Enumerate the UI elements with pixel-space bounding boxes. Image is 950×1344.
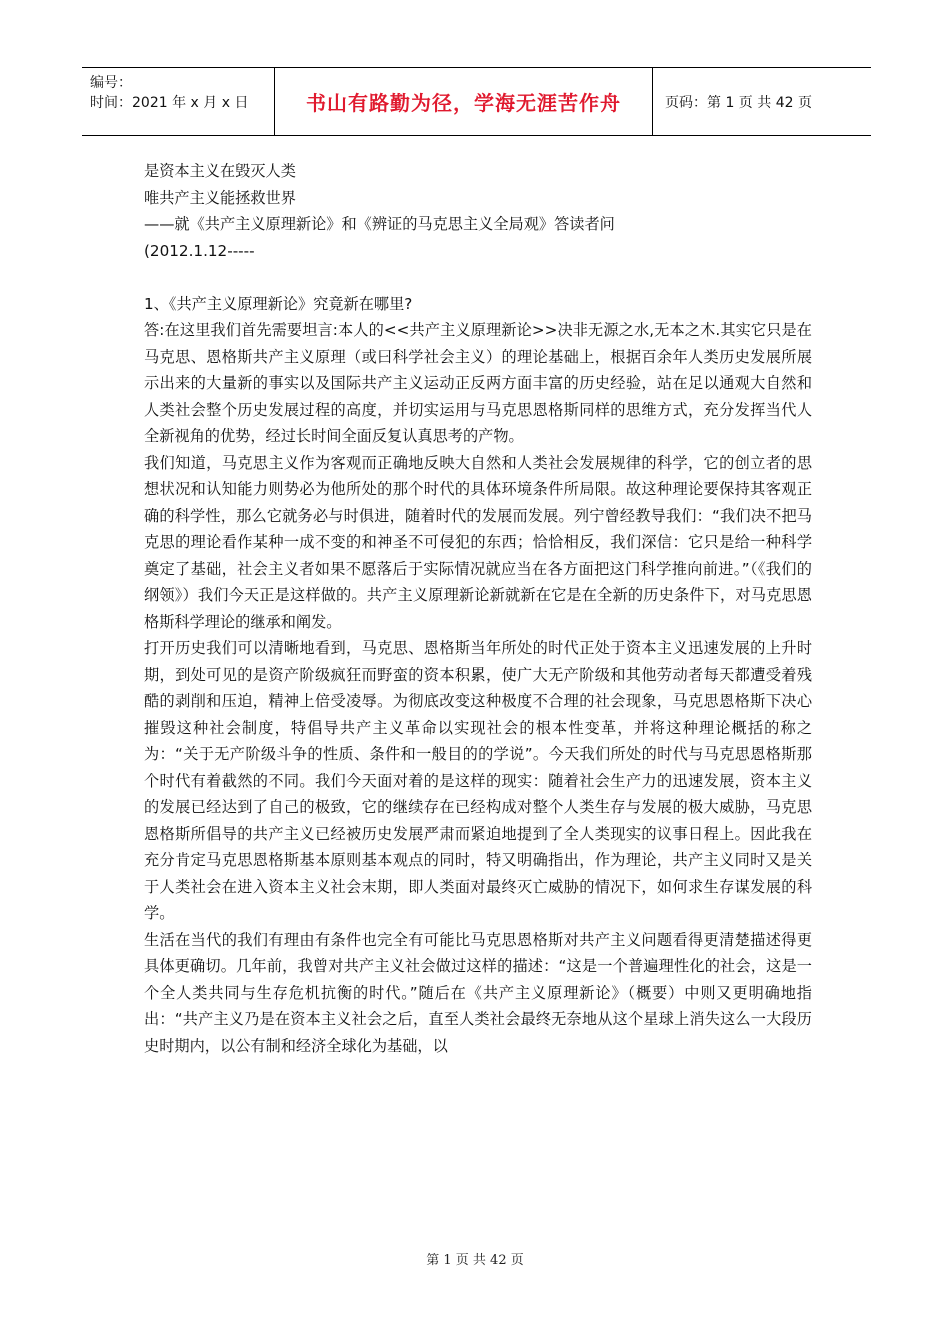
document-number-label: 编号： (90, 75, 132, 91)
document-header (82, 67, 871, 136)
header-motto: 书山有路勤为径，学海无涯苦作舟 (306, 91, 621, 115)
footer-page-number: 第 1 页 共 42 页 (426, 1253, 524, 1268)
document-date: 时间：2021 年 x 月 x 日 (90, 95, 249, 111)
spacer (144, 264, 812, 291)
document-body (144, 158, 812, 1059)
header-page-info: 页码：第 1 页 共 42 页 (665, 94, 812, 111)
body-paragraph: 生活在当代的我们有理由有条件也完全有可能比马克思恩格斯对共产主义问题看得更清楚描述得更具体更确切。几年前，我曾对共产主义社会做过这样的描述：“这是一个普遍理性化的社会，这是一个全人类共同与生存危机抗衡的时代。”随后在《共产主义原理新论》（概要）中则又更明确地指出：“共产主义乃是在资本主义社会之后，直至人类社会最终无奈地从这个星球上消失这么一大段历史时期内，以公有制和经济全球化为基础，以 (144, 930, 812, 1055)
header-motto-cell (275, 68, 653, 135)
header-meta (82, 68, 275, 135)
question-heading: 1、《共产主义原理新论》究竟新在哪里? (144, 294, 413, 313)
body-paragraph: 答:在这里我们首先需要坦言:本人的<<共产主义原理新论>>决非无源之水,无本之木.其实它只是在马克思、恩格斯共产主义原理（或曰科学社会主义）的理论基础上，根据百余年人类历史发展所展示出来的大量新的事实以及国际共产主义运动正反两方面丰富的历史经验，站在足以通观大自然和人类社会整个历史发展过程的高度，并切实运用与马克思恩格斯同样的思维方式，充分发挥当代人全新视角的优势，经过长时间全面反复认真思考的产物。 (144, 321, 812, 445)
body-paragraph: 打开历史我们可以清晰地看到，马克思、恩格斯当年所处的时代正处于资本主义迅速发展的上升时期，到处可见的是资产阶级疯狂而野蛮的资本积累，使广大无产阶级和其他劳动者每天都遭受着残酷的剥削和压迫，精神上倍受凌辱。为彻底改变这种极度不合理的社会现象，马克思恩格斯下决心摧毁这种社会制度，特倡导共产主义革命以实现社会的根本性变革，并将这种理论概括的称之为：“关于无产阶级斗争的性质、条件和一般目的的学说”。今天我们所处的时代与马克思恩格斯那个时代有着截然的不同。我们今天面对着的是这样的现实：随着社会生产力的迅速发展，资本主义的发展已经达到了自己的极致，它的继续存在已经构成对整个人类生存与发展的极大威胁，马克思恩格斯所倡导的共产主义已经被历史发展严肃而紧迫地提到了全人类现实的议事日程上。因此我在充分肯定马克思恩格斯基本原则基本观点的同时，特又明确指出，作为理论，共产主义同时又是关于人类社会在进入资本主义社会末期，即人类面对最终灭亡威胁的情况下，如何求生存谋发展的科学。 (144, 639, 812, 922)
subtitle-line: ——就《共产主义原理新论》和《辨证的马克思主义全局观》答读者问 (144, 215, 615, 233)
body-paragraph: 我们知道，马克思主义作为客观而正确地反映大自然和人类社会发展规律的科学，它的创立者的思想状况和认知能力则势必为他所处的那个时代的具体环境条件所局限。故这种理论要保持其客观正确的科学性，那么它就务必与时俱进，随着时代的发展而发展。列宁曾经教导我们：“我们决不把马克思的理论看作某种一成不变的和神圣不可侵犯的东西；恰恰相反，我们深信：它只是给一种科学奠定了基础，社会主义者如果不愿落后于实际情况就应当在各方面把这门科学推向前进。”（《我们的纲领》）我们今天正是这样做的。共产主义原理新论新就新在它是在全新的历史条件下，对马克思恩格斯科学理论的继承和阐发。 (144, 453, 812, 631)
title-line: 唯共产主义能拯救世界 (144, 188, 296, 207)
header-page-info-cell (653, 68, 871, 135)
date-line: (2012.1.12----- (144, 241, 255, 260)
page-footer (0, 1249, 950, 1268)
title-line: 是资本主义在毁灭人类 (144, 162, 296, 180)
